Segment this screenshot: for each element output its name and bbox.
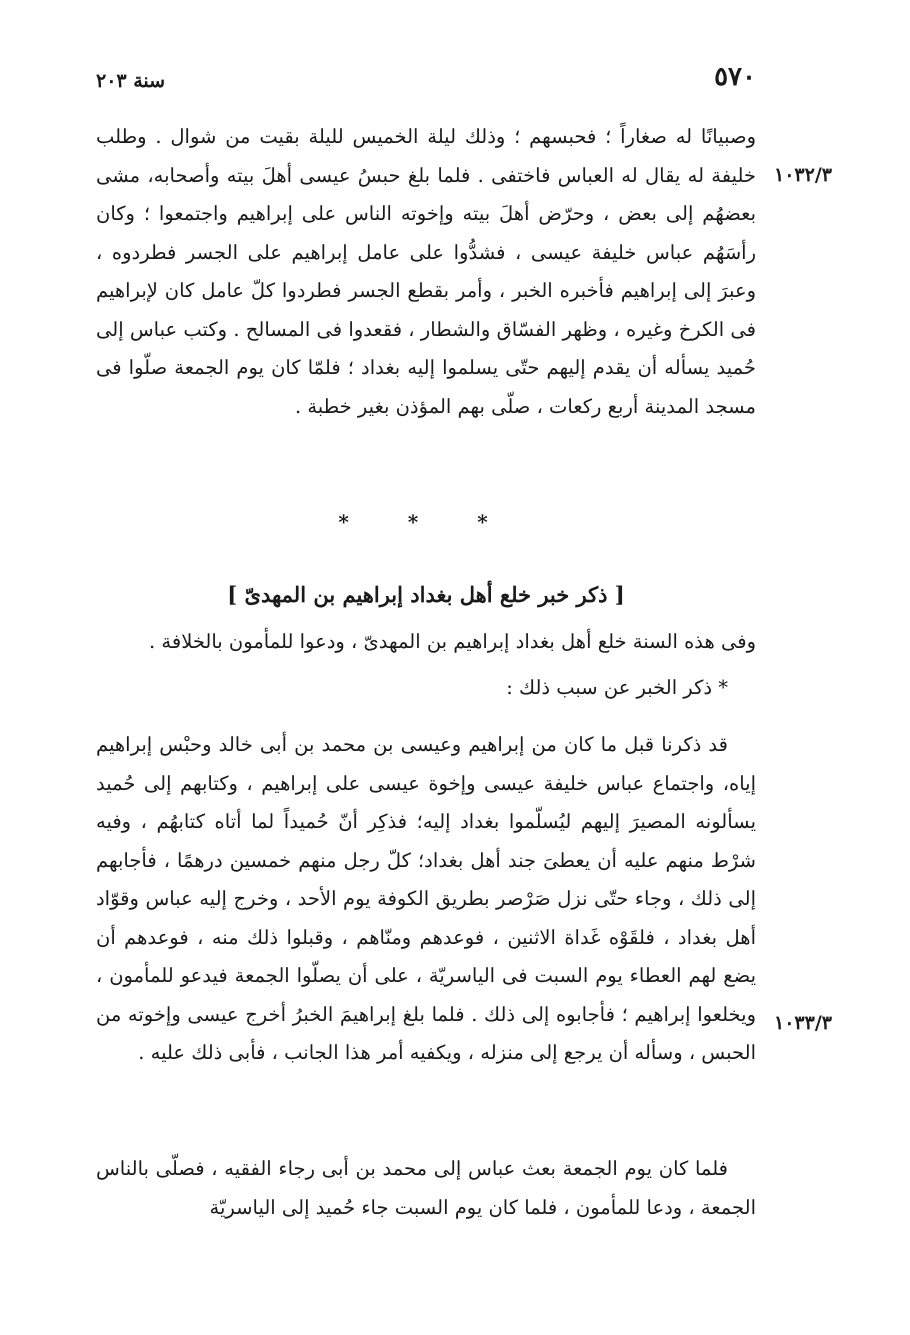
- cause-heading: * ذكر الخبر عن سبب ذلك :: [506, 676, 728, 699]
- section-heading: [ ذكر خبر خلع أهل بغداد إبراهيم بن المهدىّ ]: [227, 582, 625, 607]
- marginal-reference: ١٠٣٣/٣: [774, 1012, 832, 1034]
- paragraph-text: وصبيانًا له صغاراً ؛ فحبسهم ؛ وذلك ليلة الخميس لليلة بقيت من شوال . وطلب خليفة له يقال له العباس فاختفى . فلما بلغ حبسُ عيسى أهلَ بيته وأصحابه، مشى بعضهُم إلى بعض ، وحرّض أهلَ بيته وإخوته الناس على إبراهيم واجتمعوا ؛ وكان رأسَهُم عباس خليفة عيسى ، فشدُّوا على عامل إبراهيم على الجسر فطردوه ، وعبرَ إلى إبراهيم فأخبره الخبر ، وأمر بقطع الجسر فطردوا كلّ عامل كان لإبراهيم فى الكرخ وغيره ، وظهر الفسّاق والشطار ، فقعدوا فى المسالح . وكتب عباس إلى حُميد يسأله أن يقدم إليهم حتّى يسلموا إليه بغداد ؛ فلمّا كان يوم الجمعة صلّوا فى مسجد المدينة أربع ركعات ، صلّى بهم المؤذن بغير خطبة .: [96, 125, 756, 418]
- body-paragraph: [96, 1150, 756, 1227]
- body-paragraph: [96, 118, 756, 426]
- body-paragraph: [96, 726, 756, 1073]
- running-title: سنة ٢٠٣: [96, 70, 166, 92]
- section-separator: * * *: [338, 510, 514, 534]
- intro-line: وفى هذه السنة خلع أهل بغداد إبراهيم بن المهدىّ ، ودعوا للمأمون بالخلافة .: [149, 630, 756, 653]
- page-header: [96, 62, 756, 98]
- paragraph-text: فلما كان يوم الجمعة بعث عباس إلى محمد بن أبى رجاء الفقيه ، فصلّى بالناس الجمعة ، ودعا للمأمون ، فلما كان يوم السبت جاء حُميد إلى الياسريّة: [96, 1157, 756, 1219]
- marginal-reference: ١٠٣٢/٣: [774, 164, 832, 186]
- page-number: ٥٧٠: [714, 62, 756, 92]
- paragraph-text: قد ذكرنا قبل ما كان من إبراهيم وعيسى بن محمد بن أبى خالد وحبْس إبراهيم إياه، واجتماع عباس خليفة عيسى وإخوة عيسى على إبراهيم ، وكتابهم إلى حُميد يسألونه المصيرَ إليهم ليُسلّموا بغداد إليه؛ فذكِر أنّ حُميداً لما أتاه كتابهُم ، وفيه شرْط منهم عليه أن يعطىَ جند أهل بغداد؛ كلّ رجل منهم خمسين درهمًا ، فأجابهم إلى ذلك ، وجاء حتّى نزل صَرْصر بطريق الكوفة يوم الأحد ، وخرج إليه عباس وقوّاد أهل بغداد ، فلقَوْه غَداة الاثنين ، فوعدهم ومنّاهم ، وقبلوا ذلك منه ، فوعدهم أن يضع لهم العطاء يوم السبت فى الياسريّة ، على أن يصلّوا الجمعة فيدعو للمأمون ، ويخلعوا إبراهيم ؛ فأجابوه إلى ذلك . فلما بلغ إبراهيمَ الخبرُ أخرج عيسى وإخوته من الحبس ، وسأله أن يرجع إلى منزله ، ويكفيه أمر هذا الجانب ، فأبى ذلك عليه .: [96, 733, 756, 1064]
